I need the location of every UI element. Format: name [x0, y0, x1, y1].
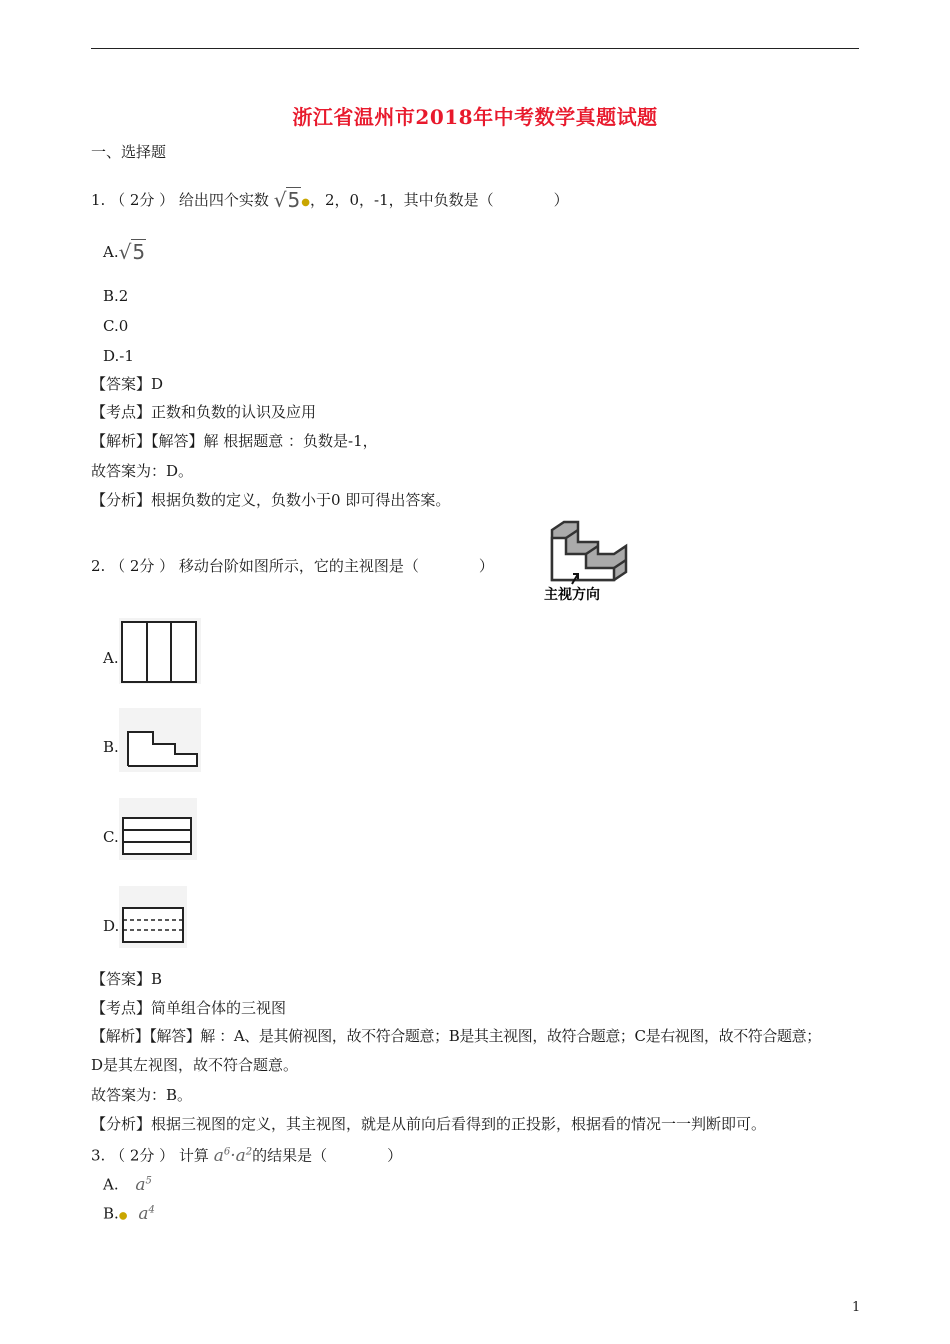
stairs-3d-icon: [552, 522, 626, 580]
q1-answer: 【答案】D: [91, 375, 164, 393]
q1-analysis: 【解析】【解答】解 根据题意 ：负数是-1，: [91, 432, 378, 450]
q3-exp2: 2: [245, 1146, 253, 1157]
q2-analysis-line1: 【解析】【解答】解 ：A、是其俯视图，故不符合题意；B是其主视图，故符合题意；C是右视图，故不符合题意；: [91, 1027, 821, 1045]
q2-option-a-label: A.: [103, 649, 119, 667]
q1-conclusion: 故答案为：D。: [91, 462, 194, 480]
q3-option-b-base: a: [138, 1203, 149, 1224]
q1-option-b: B.2: [103, 287, 129, 305]
q1-prefix: 1. （ 2分 ） 给出四个实数: [91, 191, 269, 209]
q3-option-a-label: A.: [103, 1175, 119, 1194]
q2-option-d-label: D.: [103, 917, 120, 935]
marker-dot: ●: [301, 197, 310, 208]
q3-suffix: 的结果是（ ）: [252, 1146, 403, 1165]
q3-dot: ·: [230, 1145, 236, 1166]
q2-analysis-line2: D是其左视图，故不符合题意。: [91, 1056, 299, 1074]
q1-option-a-label: A.: [103, 243, 119, 261]
q3-option-b-label: B.: [103, 1204, 119, 1223]
q3-base2: a: [235, 1145, 246, 1166]
q3-expression: [214, 1146, 252, 1166]
marker-dot: ●: [118, 1210, 128, 1222]
q1-option-c: C.0: [103, 317, 129, 335]
q3-base1: a: [213, 1145, 224, 1166]
q1-stem: [91, 190, 569, 213]
sqrt-expression: √5: [118, 240, 146, 264]
sqrt-expression: √5: [273, 188, 301, 212]
q3-option-b-exp: 4: [148, 1204, 155, 1215]
q3-option-a: [103, 1171, 152, 1195]
q3-exp1: 6: [223, 1146, 231, 1157]
q2-option-c-label: C.: [103, 828, 119, 846]
q3-option-b-expr: [138, 1204, 155, 1224]
figure-caption: 主视方向: [544, 587, 600, 603]
section-heading: 一、选择题: [91, 143, 167, 161]
q3-option-a-base: a: [135, 1174, 146, 1195]
q1-radicand: 5: [287, 188, 301, 212]
q1-option-a-radicand: 5: [132, 240, 146, 264]
stairs-figure: [540, 516, 640, 606]
q1-point: 【考点】正数和负数的认识及应用: [91, 403, 317, 421]
q2-fenxi: 【分析】根据三视图的定义，其主视图，就是从前向后看得到的正投影，根据看的情况一一判断即可。: [91, 1115, 767, 1133]
q3-option-a-exp: 5: [145, 1175, 152, 1186]
q3-option-b: [103, 1200, 155, 1227]
option-b-view-figure: [119, 708, 201, 772]
page-number: 1: [852, 1300, 861, 1315]
q1-option-a: [103, 242, 146, 262]
page-title: 浙江省温州市2018年中考数学真题试题: [292, 105, 658, 129]
option-c-view-figure: [119, 798, 197, 860]
q2-option-b-label: B.: [103, 738, 119, 756]
q2-answer: 【答案】B: [91, 970, 163, 988]
q2-stem: 2. （ 2分 ） 移动台阶如图所示，它的主视图是（ ）: [91, 557, 494, 575]
header-rule: [91, 48, 859, 49]
option-a-view-figure: [119, 618, 201, 684]
q2-point: 【考点】简单组合体的三视图: [91, 999, 287, 1017]
q1-fenxi: 【分析】根据负数的定义，负数小于0 即可得出答案。: [91, 491, 451, 509]
q3-stem: [91, 1142, 402, 1166]
q1-option-d: D.-1: [103, 347, 134, 365]
q3-prefix: 3. （ 2分 ） 计算: [91, 1146, 209, 1165]
option-d-view-figure: [119, 886, 187, 948]
q1-suffix: ，2，0，-1，其中负数是（ ）: [309, 191, 569, 209]
q2-conclusion: 故答案为：B。: [91, 1086, 193, 1104]
q3-option-a-expr: [135, 1175, 152, 1195]
